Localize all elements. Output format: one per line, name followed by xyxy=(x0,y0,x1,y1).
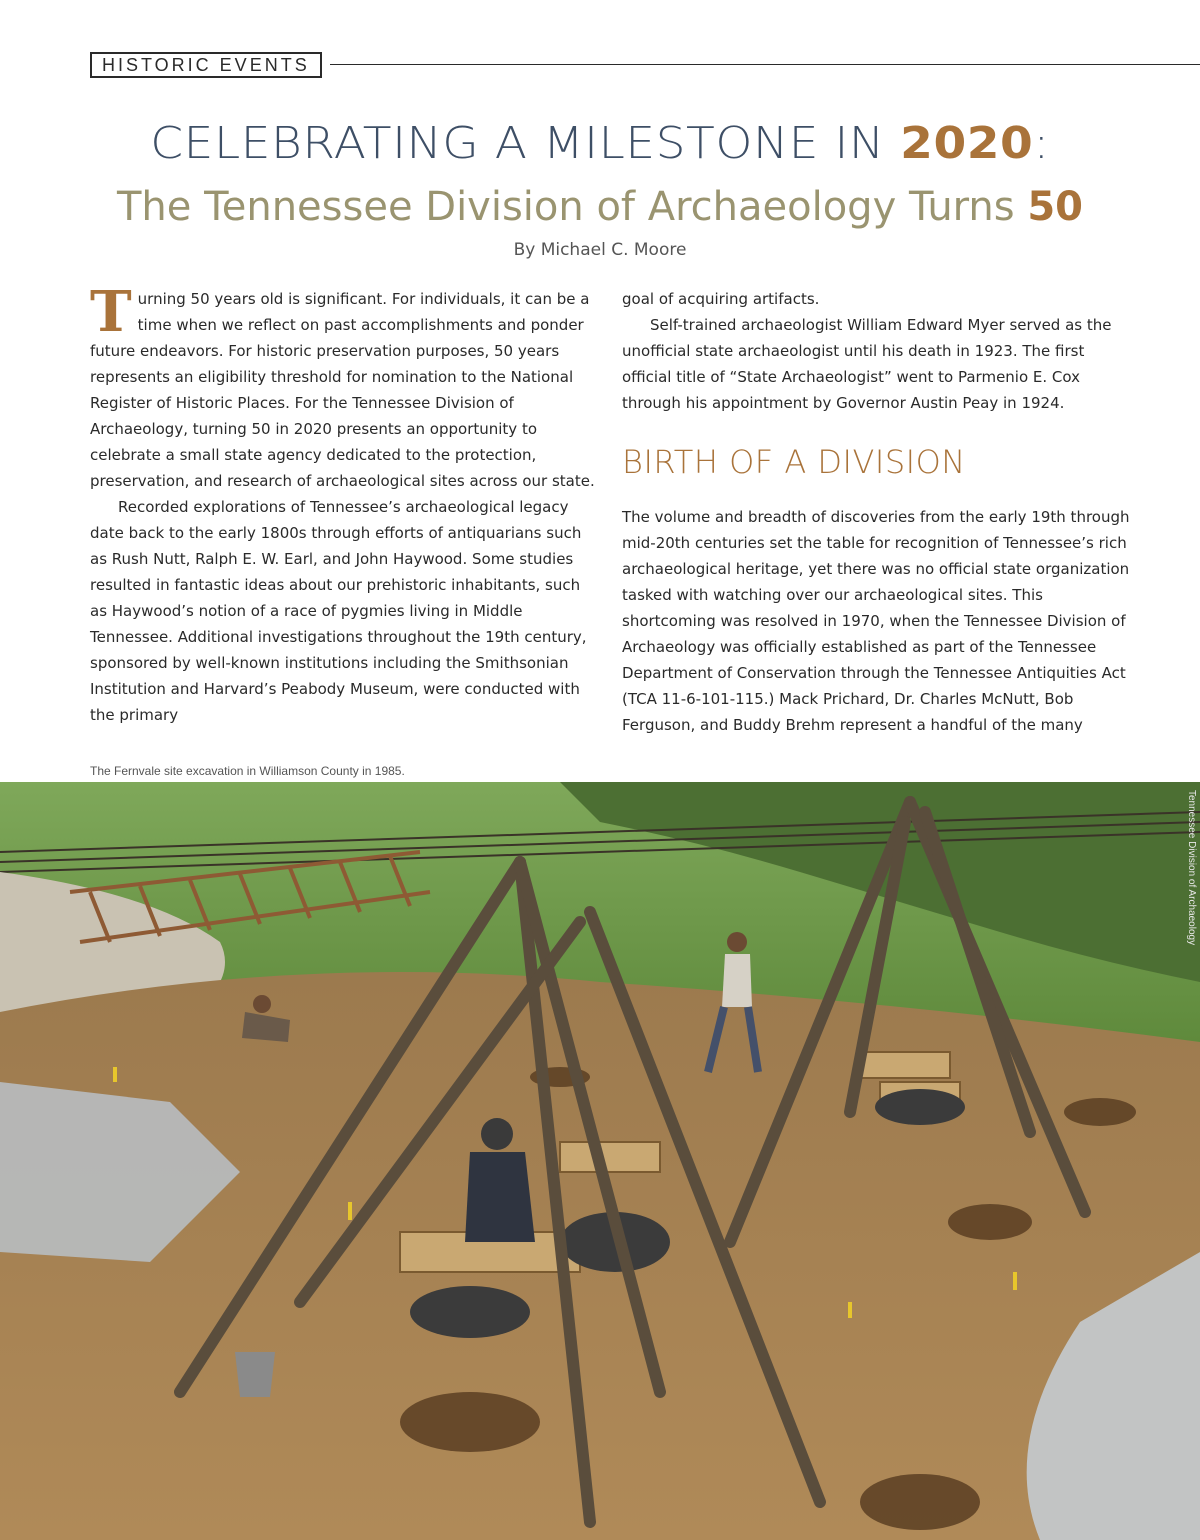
photo-credit: Tennessee Division of Archaeology xyxy=(1186,790,1197,946)
drop-cap: T xyxy=(90,279,132,345)
section-label: HISTORIC EVENTS xyxy=(90,52,322,78)
paragraph-intro xyxy=(90,279,596,494)
paragraph-intro-text: urning 50 years old is significant. For individuals, it can be a time when we reflect on past accomplishments and ponder future endeavors. For historic preservation purposes, 50 years represents an eligibility threshold for nomination to the National Register of Historic Places. For the Tennessee Division of Archaeology, turning 50 in 2020 presents an opportunity to celebrate a small state agency dedicated to the protection, preservation, and research of archaeological sites across our state. xyxy=(90,290,595,490)
section-label-bar xyxy=(90,52,1200,82)
headline-text: CELEBRATING A MILESTONE IN xyxy=(150,118,901,169)
section-heading: BIRTH OF A DIVISION xyxy=(622,443,966,481)
left-column xyxy=(90,279,596,728)
headline-line-2 xyxy=(0,184,1200,230)
headline-colon: : xyxy=(1033,118,1050,169)
headline-line-1 xyxy=(0,118,1200,169)
right-column xyxy=(622,286,1132,738)
paragraph-explorations: Recorded explorations of Tennessee’s archaeological legacy date back to the early 1800s through efforts of antiquarians such as Rush Nutt, Ralph E. W. Earl, and John Haywood. Some studies resulted in fantastic ideas about our prehistoric inhabitants, such as Haywood’s notion of a race of pygmies living in Middle Tennessee. Additional investigations throughout the 19th century, sponsored by well-known institutions including the Smithsonian Institution and Harvard’s Peabody Museum, were conducted with the primary xyxy=(90,498,587,724)
headline-year: 2020 xyxy=(900,118,1034,169)
paragraph-birth: The volume and breadth of discoveries from the early 19th through mid-20th centuries set the table for recognition of Tennessee’s rich archaeological heritage, yet there was no official state organization tasked with watching over our archaeological sites. This shortcoming was resolved in 1970, when the Tennessee Division of Archaeology was officially established as part of the Tennessee Department of Conservation through the Tennessee Antiquities Act (TCA 11-6-101-115.) Mack Prichard, Dr. Charles McNutt, Bob Ferguson, and Buddy Brehm represent a handful of the many xyxy=(622,508,1130,734)
paragraph-continued: goal of acquiring artifacts. xyxy=(622,290,820,308)
paragraph-myer: Self-trained archaeologist William Edward Myer served as the unofficial state archaeologist until his death in 1923. The first official title of “State Archaeologist” went to Parmenio E. Cox through his appointment by Governor Austin Peay in 1924. xyxy=(622,316,1112,412)
subtitle-number: 50 xyxy=(1027,184,1083,230)
subtitle-text: The Tennessee Division of Archaeology Turns xyxy=(116,184,1028,230)
section-rule xyxy=(330,64,1200,65)
photo-caption: The Fernvale site excavation in Williamson County in 1985. xyxy=(90,764,405,778)
excavation-photo xyxy=(0,782,1200,1540)
byline: By Michael C. Moore xyxy=(513,240,687,260)
